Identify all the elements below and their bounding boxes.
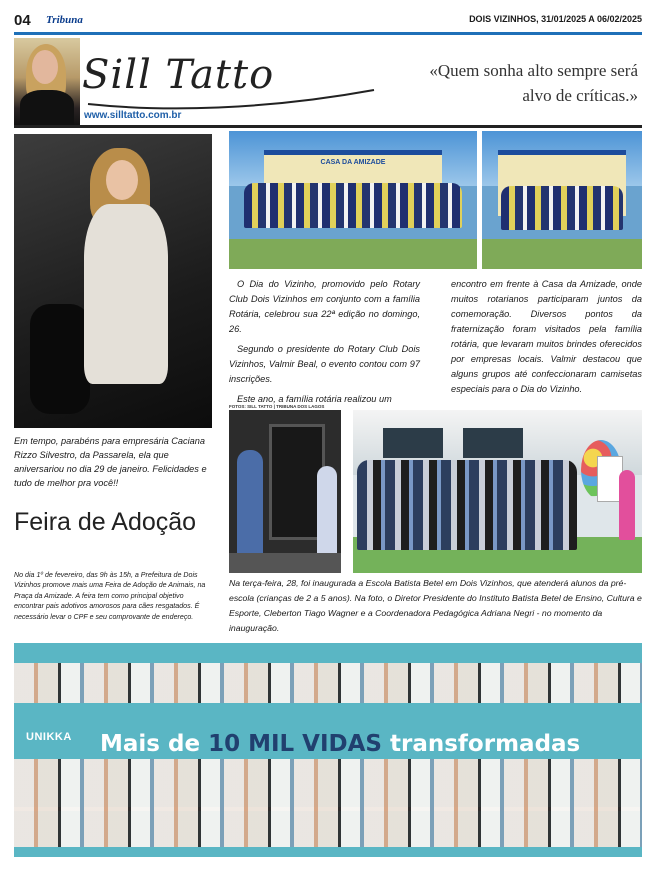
feira-body-text: No dia 1º de fevereiro, das 9h às 15h, a Prefeitura de Dois Vizinhos promove mais uma Feira de Adoção de Animais, na Praça da Amizade. A feira tem como principal objetivo encontrar pais adotivos amorosos para cães resgatados. É necessário levar o CPF e seu comprovante de endereço. <box>14 571 206 621</box>
ad-headline-highlight: 10 MIL VIDAS <box>208 731 382 757</box>
ad-headline-pre: Mais de <box>100 731 209 757</box>
article-column-1 <box>229 277 420 412</box>
school-caption: Na terça-feira, 28, foi inaugurada a Escola Batista Betel em Dois Vizinhos, que atenderá alunos da pré-escola (crianças de 2 a 5 anos). Na foto, o Diretor Presidente do Instituto Batista Betel de Ensino, Cultura e Esporte, Cleberton Tiago Wagner e a Coordenadora Pedagógica Adriana Negri - no momento da inauguração. <box>229 578 642 633</box>
columnist-photo <box>14 38 80 126</box>
article-paragraph: Este ano, a família rotária realizou um <box>237 394 392 404</box>
ad-headline <box>100 731 580 757</box>
newspaper-logo <box>46 10 86 28</box>
column-title: Sill Tatto <box>82 52 275 98</box>
school-inauguration-photo <box>353 410 642 573</box>
portrait-photo <box>14 134 212 428</box>
rotary-group-photo-2 <box>482 131 642 269</box>
ad-photo-strip <box>14 807 642 847</box>
column-website-link[interactable]: www.silltatto.com.br <box>84 110 182 121</box>
page-number: 04 <box>14 12 31 29</box>
article-column-2 <box>451 277 642 402</box>
building-sign: CASA DA AMIZADE <box>320 158 386 166</box>
header-rule-divider <box>14 125 642 128</box>
article-paragraph: O Dia do Vizinho, promovido pelo Rotary Club Dois Vizinhos em conjunto com a família Rotária, celebrou sua 22ª edição no domingo, 26. <box>229 279 420 334</box>
ribbon-cutting-photo <box>229 410 341 573</box>
rotary-group-photo-1 <box>229 131 477 269</box>
top-rule-divider <box>14 32 642 35</box>
portrait-caption: Em tempo, parabéns para empresária Caciana Rizzo Silvestro, da Passarela, ela que aniversariou no dia 29 de janeiro. Felicidades e tudo de melhor pra você!! <box>14 436 207 488</box>
photo-credit: FOTOS: SILL TATTO | TRIBUNA DOS LAGOS <box>229 404 325 409</box>
column-quote: «Quem sonha alto sempre será alvo de críticas.» <box>429 61 638 105</box>
header-date-line: DOIS VIZINHOS, 31/01/2025 A 06/02/2025 <box>469 14 642 24</box>
article-paragraph: Segundo o presidente do Rotary Club Dois Vizinhos, Valmir Beal, o evento contou com 97 inscrições. <box>229 344 420 384</box>
ad-headline-post: transformadas <box>382 731 581 757</box>
ad-photo-strip <box>14 663 642 703</box>
ad-photo-strip <box>14 753 642 811</box>
newspaper-name: Tribuna <box>46 14 83 26</box>
article-paragraph: encontro em frente à Casa da Amizade, onde muitos rotarianos participaram juntos da comemoração. Diversos pontos da fraternização foram visitados pela família rotária, que levaram muitos brindes oferecidos por empresas locais. Valmir destacou que alguns grupos até confeccionaram camisetas especiais para o Dia do Vizinho. <box>451 279 642 394</box>
feira-title: Feira de Adoção <box>14 508 197 536</box>
ad-logo: UNIKKA <box>26 731 72 743</box>
unikka-advertisement[interactable] <box>14 643 642 857</box>
